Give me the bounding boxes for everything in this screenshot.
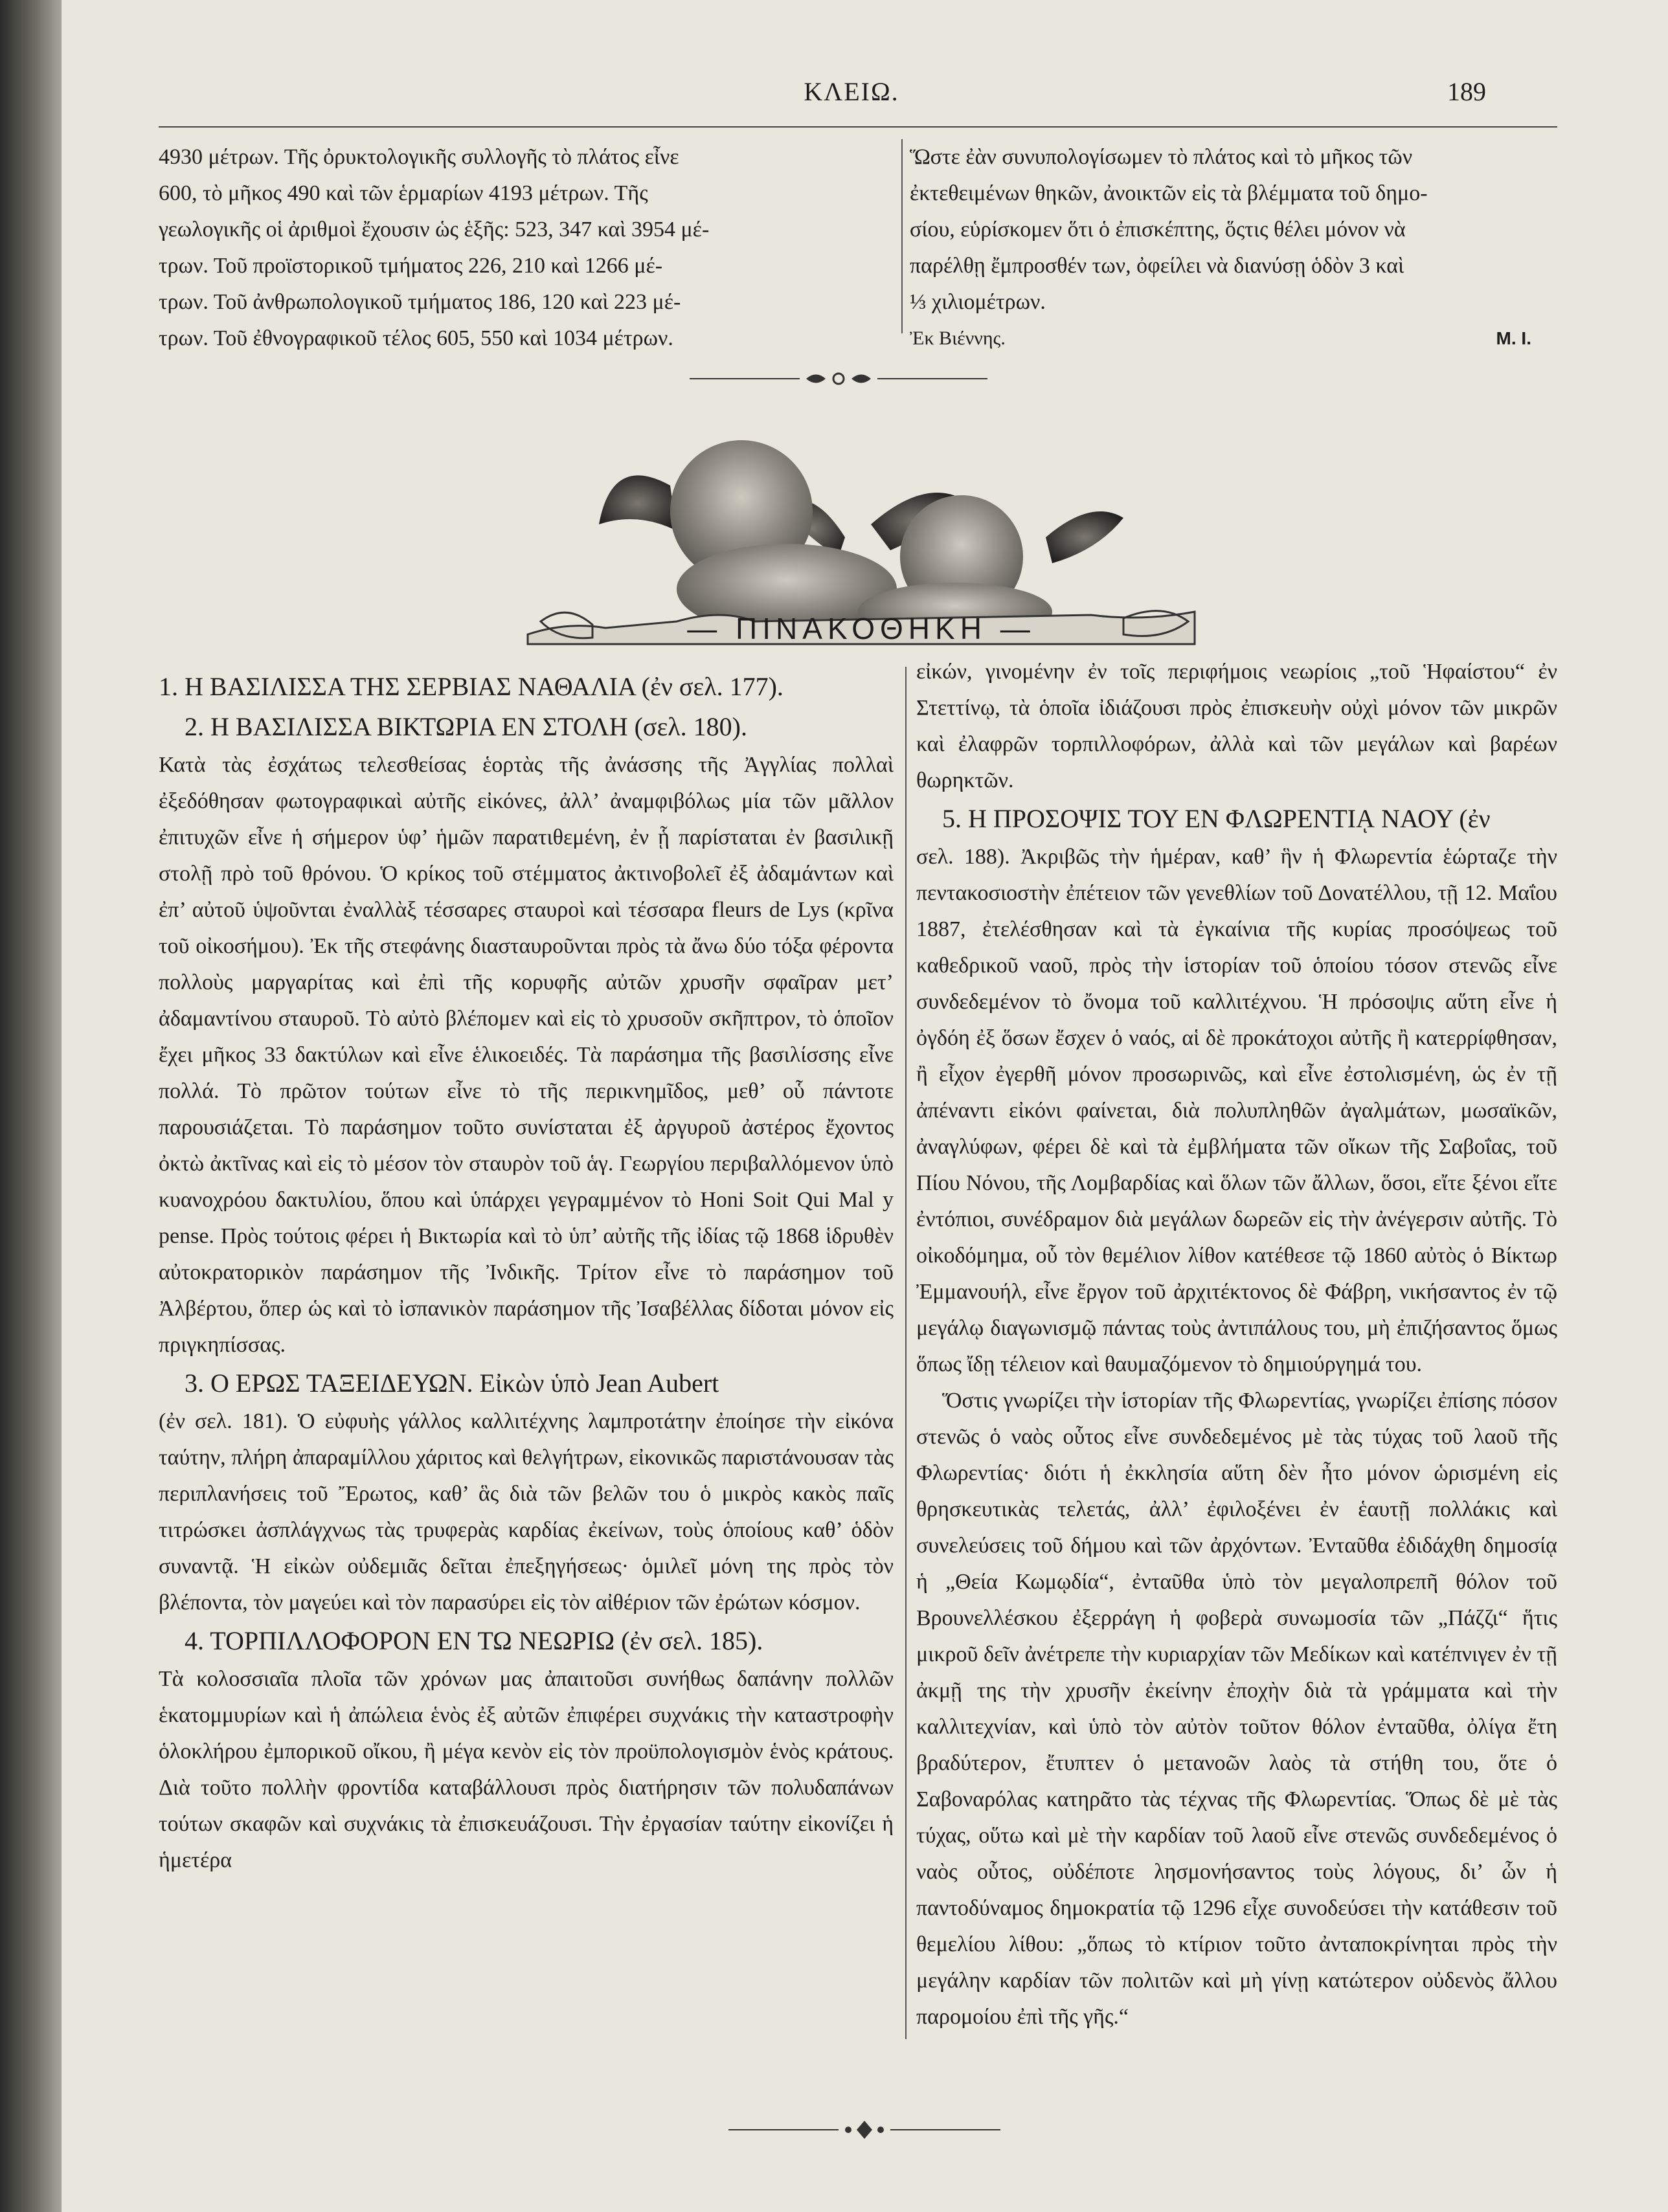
document-page bbox=[62, 0, 1668, 2212]
article-source: Ἐκ Βιέννης. bbox=[910, 328, 1006, 349]
header-rule bbox=[159, 126, 1557, 128]
top-left-line: τρων. Τοῦ ἐθνογραφικοῦ τέλος 605, 550 καὶ 1034 μέτρων. bbox=[159, 326, 673, 350]
column-rule bbox=[901, 139, 903, 333]
top-right-line: ἐκτεθειμένων θηκῶν, ἀνοικτῶν εἰς τὰ βλέμματα τοῦ δημο- bbox=[910, 181, 1428, 205]
item-title: 4. ΤΟΡΠΙΛΛΟΦΟΡΟΝ ΕΝ ΤΩ ΝΕΩΡΙΩ (ἐν σελ. 185). bbox=[185, 1626, 763, 1655]
paragraph: Κατὰ τὰς ἐσχάτως τελεσθείσας ἑορτὰς τῆς ἀνάσσης τῆς Ἀγγλίας πολλαὶ ἐξεδόθησαν φωτογραφικαὶ αὐτῆς εἰκόνες, ἀλλ’ ἀναμφιβόλως μία τῶν μᾶλλον ἐπιτυχῶν εἶνε ἡ σήμερον ὑφ’ ἡμῶν παρατιθεμένη, ἐν ᾗ παρίσταται ἐν βασιλικῇ στολῇ πρὸ τοῦ θρόνου. Ὁ κρίκος τοῦ στέμματος ἀκτινοβολεῖ ἐξ ἀδαμάντων καὶ ἐπ’ αὐτοῦ ὑψοῦνται ἐναλλὰξ τέσσαρες σταυροὶ καὶ τέσσαρα fleurs de Lys (κρῖνα τοῦ οἰκοσήμου). Ἐκ τῆς στεφάνης διασταυροῦνται πρὸς τὰ ἄνω δύο τόξα φέροντα πολλοὺς μαργαρίτας καὶ ἐπὶ τῆς κορυφῆς αὐτῶν χρυσῆν σφαῖραν μετ’ ἀδαμαντίνου σταυροῦ. Τὸ αὐτὸ βλέπομεν καὶ εἰς τὸ χρυσοῦν σκῆπτρον, τὸ ὁποῖον ἔχει μῆκος 33 δακτύλων καὶ εἶνε ἑλικοειδές. Τὰ παράσημα τῆς βασιλίσσης εἶνε πολλά. Τὸ πρῶτον τούτων εἶνε τὸ τῆς περικνημῖδος, μεθ’ οὗ πάντοτε παρουσιάζεται. Τὸ παράσημον τοῦτο συνίσταται ἐξ ἀργυροῦ ἀστέρος ἔχοντος ὀκτὼ ἀκτῖνας καὶ εἰς τὸ μέσον τὸν σταυρὸν τοῦ ἁγ. Γεωργίου περιβαλλόμενον ὑπὸ κυανοχρόου δακτυλίου, ὅπου καὶ ὑπάρχει γεγραμμένον τὸ Honi Soit Qui Mal y pense. Πρὸς τούτοις φέρει ἡ Βικτωρία καὶ τὸ ὑπ’ αὐτῆς τῆς ἰδίας τῷ 1868 ἱδρυθὲν αὐτοκρατορικὸν παράσημον τῆς Ἰνδικῆς. Τρίτον εἶνε τὸ παράσημον τοῦ Ἀλβέρτου, ὅπερ ὡς καὶ τὸ ἰσπανικὸν παράσημον τῆς Ἰσαβέλλας δίδοται μόνον εἰς πριγκηπίσσας. bbox=[159, 753, 894, 1357]
item-title: 1. Η ΒΑΣΙΛΙΣΣΑ ΤΗΣ ΣΕΡΒΙΑΣ ΝΑΘΑΛΙΑ (ἐν σελ. 177). bbox=[159, 672, 783, 701]
source-line bbox=[910, 320, 1557, 357]
section-heading: — ΠΙΝΑΚΟΘΗΚΗ — bbox=[687, 612, 1035, 645]
cherub-banner-illustration bbox=[508, 427, 1214, 647]
running-title: ΚΛΕΙΩ. bbox=[804, 77, 899, 106]
paragraph: Ὅστις γνωρίζει τὴν ἱστορίαν τῆς Φλωρεντίας, γνωρίζει ἐπίσης πόσον στενῶς ὁ ναὸς οὗτος εἶνε συνδεδεμένος μὲ τὰς τύχας τοῦ λαοῦ τῆς Φλωρεντίας· διότι ἡ ἐκκλησία αὕτη δὲν ἦτο μόνον ὡρισμένη εἰς θρησκευτικὰς τελετάς, ἀλλ’ ἐφιλοξένει ἐν ἑαυτῇ πολλάκις καὶ συνελεύσεις τοῦ δήμου καὶ τῶν ἀρχόντων. Ἐνταῦθα ἐδιδάχθη δημοσίᾳ ἡ „Θεία Κωμῳδία“, ἐνταῦθα ὑπὸ τὸν μεγαλοπρεπῆ θόλον τοῦ Βρουνελλέσκου ἐξερράγη ἡ φοβερὰ συνωμοσία τῶν „Πάζζι“ ἥτις μικροῦ δεῖν ἀνέτρεπε τὴν κυριαρχίαν τῶν Μεδίκων καὶ κατέπνιγεν ἐν τῇ ἀκμῇ της τὴν χρυσῆν ἐκείνην ἐποχὴν διὰ τὰ γράμματα καὶ τὴν καλλιτεχνίαν, καὶ ὑπὸ τὸν αὐτὸν τοῦτον θόλον ἐνταῦθα, ὀλίγα ἔτη βραδύτερον, ἔτυπτεν ὁ μετανοῶν λαὸς τὰ στήθη του, ὅτε ὁ Σαβοναρόλας κατηρᾶτο τὰς τέχνας τῆς Φλωρεντίας. Ὅπως δὲ μὲ τὰς τύχας, οὕτω καὶ μὲ τὴν καρδίαν τοῦ λαοῦ εἶνε στενῶς συνδεδεμένος ὁ ναὸς οὗτος, οὐδέποτε λησμονήσαντος τοὺς λόγους, δι’ ὧν ἡ παντοδύναμος δημοκρατία τῷ 1296 εἶχε συνοδεύσει τὴν κατάθεσιν τοῦ θεμελίου λίθου: „ὅπως τὸ κτίριον τοῦτο ἀνταποκρίνηται πρὸς τὴν μεγάλην καρδίαν τῶν πολιτῶν καὶ μὴ γίνῃ κατώτερον οὐδενὸς ἄλλου παρομοίου ἐπὶ τῆς γῆς.“ bbox=[916, 1389, 1557, 2029]
top-left-line: τρων. Τοῦ ἀνθρωπολογικοῦ τμήματος 186, 120 καὶ 223 μέ- bbox=[159, 290, 681, 314]
paragraph: σελ. 188). Ἀκριβῶς τὴν ἡμέραν, καθ’ ἣν ἡ Φλωρεντία ἑώρταζε τὴν πεντακοσιοστὴν ἐπέτειον τῶν γενεθλίων τοῦ Δονατέλλου, τῇ 12. Μαΐου 1887, ἐτελέσθησαν καὶ τὰ ἐγκαίνια τῆς κυρίας προσόψεως τοῦ καθεδρικοῦ ναοῦ, πρὸς τὴν ἱστορίαν τοῦ ὁποίου τόσον στενῶς εἶνε συνδεδεμένον τὸ ὄνομα τοῦ καλλιτέχνου. Ἡ πρόσοψις αὕτη εἶνε ἡ ὀγδόη ἐξ ὅσων ἔσχεν ὁ ναός, αἱ δὲ προκάτοχοι αὐτῆς ἢ κατερρίφθησαν, ἢ εἶχον ἐγερθῆ μόνον προσωρινῶς, καὶ εἶνε ἐστολισμένη, ὡς ἐν τῇ ἀπέναντι εἰκόνι φαίνεται, διὰ πολυπληθῶν ἀγαλμάτων, μωσαϊκῶν, ἀναγλύφων, φέρει δὲ καὶ τὰ ἐμβλήματα τῶν οἴκων τῆς Σαβοΐας, τοῦ Πίου Νόνου, τῆς Λομβαρδίας καὶ ὅλων τῶν ἄλλων, ὅσοι, εἴτε ξένοι εἴτε ἐντόπιοι, συνέδραμον διὰ μεγάλων δωρεῶν εἰς τὴν ἀνέγερσιν αὐτῆς. Τὸ οἰκοδόμημα, οὗ τὸν θεμέλιον λίθον κατέθεσε τῷ 1860 αὐτὸς ὁ Βίκτωρ Ἐμμανουήλ, εἶνε ἔργον τοῦ ἀρχιτέκτονος δὲ Φάβρη, νικήσαντος ἐν τῷ μεγάλῳ διαγωνισμῷ πάντας τοὺς ἀντιπάλους του, μὴ ἐπιζήσαντος ὅμως ὅπως ἴδῃ τέλειον καὶ θαυμαζόμενον τὸ δημιούργημά του. bbox=[916, 845, 1557, 1376]
top-left-column bbox=[159, 139, 894, 357]
item-title: 5. Η ΠΡΟΣΟΨΙΣ ΤΟΥ ΕΝ ΦΛΩΡΕΝΤΙᾼ ΝΑΟΥ (ἐν bbox=[942, 804, 1491, 833]
column-rule bbox=[905, 667, 907, 2039]
top-right-line: παρέλθῃ ἔμπροσθέν των, ὀφείλει νὰ διανύσῃ ὁδὸν 3 καὶ bbox=[910, 254, 1404, 278]
page-number: 189 bbox=[1447, 77, 1486, 106]
top-right-line: σίου, εὑρίσκομεν ὅτι ὁ ἐπισκέπτης, ὅςτις θέλει μόνον νὰ bbox=[910, 218, 1406, 241]
top-left-line: 4930 μέτρων. Τῆς ὀρυκτολογικῆς συλλογῆς τὸ πλάτος εἶνε bbox=[159, 145, 679, 169]
item-title: 2. Η ΒΑΣΙΛΙΣΣΑ ΒΙΚΤΩΡΙΑ ΕΝ ΣΤΟΛΗ (σελ. 180). bbox=[185, 712, 748, 741]
top-left-line: 600, τὸ μῆκος 490 καὶ τῶν ἑρμαρίων 4193 μέτρων. Τῆς bbox=[159, 181, 648, 205]
right-body-column bbox=[916, 654, 1557, 2035]
running-head bbox=[62, 76, 1668, 115]
top-right-column bbox=[910, 139, 1557, 357]
end-ornament bbox=[722, 2117, 1007, 2143]
paragraph: εἰκών, γινομένην ἐν τοῖς περιφήμοις νεωρίοις „τοῦ Ἡφαίστου“ ἐν Στεττίνῳ, τὰ ὁποῖα ἰδιάζουσι πρὸς ἐπισκευὴν οὐχὶ μόνον τῶν μικρῶν καὶ ἐλαφρῶν τορπιλλοφόρων, ἀλλὰ καὶ τῶν μεγάλων καὶ βαρέων θωρηκτῶν. bbox=[916, 660, 1557, 792]
top-right-line: ⅓ χιλιομέτρων. bbox=[910, 290, 1046, 314]
ornament-divider bbox=[677, 369, 1000, 388]
paragraph: (ἐν σελ. 181). Ὁ εὐφυὴς γάλλος καλλιτέχνης λαμπροτάτην ἐποίησε τὴν εἰκόνα ταύτην, πλήρη ἀπαραμίλλου χάριτος καὶ θελγήτρων, εἰκονικῶς παριστάνουσαν τὰς περιπλανήσεις τοῦ Ἔρωτος, καθ’ ἃς διὰ τῶν βελῶν του ὁ μικρὸς κακὸς παῖς τιτρώσκει ἀσπλάγχνως τὰς τρυφερὰς καρδίας ἐκείνων, τοὺς ὁποίους καθ’ ὁδὸν συναντᾷ. Ἡ εἰκὼν οὐδεμιᾶς δεῖται ἐπεξηγήσεως· ὁμιλεῖ μόνη της πρὸς τὸν βλέποντα, τὸν μαγεύει καὶ τὸν παρασύρει εἰς τὸν αἰθέριον τῶν ἐρώτων κόσμον. bbox=[159, 1409, 894, 1614]
left-body-column bbox=[159, 667, 894, 1879]
top-right-line: Ὥστε ἐὰν συνυπολογίσωμεν τὸ πλάτος καὶ τὸ μῆκος τῶν bbox=[910, 145, 1413, 169]
top-left-line: γεωλογικῆς οἱ ἀριθμοὶ ἔχουσιν ὡς ἑξῆς: 523, 347 καὶ 3954 μέ- bbox=[159, 218, 710, 241]
top-left-line: τρων. Τοῦ προϊστορικοῦ τμήματος 226, 210 καὶ 1266 μέ- bbox=[159, 254, 663, 278]
item-title: 3. Ο ΕΡΩΣ ΤΑΞΕΙΔΕΥΩΝ. Εἰκὼν ὑπὸ Jean Aubert bbox=[185, 1369, 719, 1398]
author-signature: Μ. Ι. bbox=[1496, 328, 1531, 348]
paragraph: Τὰ κολοσσιαῖα πλοῖα τῶν χρόνων μας ἀπαιτοῦσι συνήθως δαπάνην πολλῶν ἑκατομμυρίων καὶ ἡ ἀπώλεια ἑνὸς ἐξ αὐτῶν ἐπιφέρει συχνάκις τὴν καταστροφὴν ὁλοκλήρου ἐμπορικοῦ οἴκου, ἢ μέγα κενὸν εἰς τὸν προϋπολογισμὸν ἑνὸς κράτους. Διὰ τοῦτο πολλὴν φροντίδα καταβάλλουσι πρὸς διατήρησιν τῶν πολυδαπάνων τούτων σκαφῶν καὶ συχνάκις τὰ ἐπισκευάζουσι. Τὴν ἐργασίαν ταύτην εἰκονίζει ἡ ἡμετέρα bbox=[159, 1667, 894, 1872]
